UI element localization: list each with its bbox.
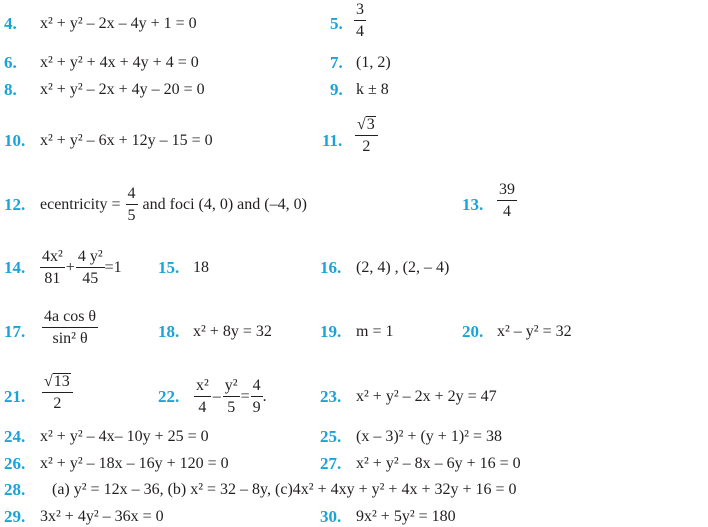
answer-number-24: 24. bbox=[4, 427, 26, 446]
answer-12-fraction: $\frac{4}{5}$ bbox=[127, 185, 136, 224]
answer-11-radicand: 3 bbox=[366, 116, 375, 133]
answer-number-7: 7. bbox=[330, 53, 343, 72]
answer-number-12: 12. bbox=[4, 195, 26, 214]
answer-number-4: 4. bbox=[4, 14, 17, 33]
answer-number-11: 11. bbox=[322, 131, 343, 150]
answer-11-denominator: 2 bbox=[362, 138, 371, 155]
answer-5-fraction bbox=[354, 2, 366, 40]
answer-20: x² – y² = 32 bbox=[497, 323, 572, 340]
answer-6: x² + y² + 4x + 4y + 4 = 0 bbox=[40, 54, 199, 71]
answer-number-26: 26. bbox=[4, 454, 26, 473]
answer-9: k ± 8 bbox=[356, 81, 389, 98]
answer-14-fraction-1: $\frac{\text{4x²}}{81}$ bbox=[42, 248, 63, 287]
answer-4: x² + y² – 2x – 4y + 1 = 0 bbox=[40, 15, 197, 32]
answer-22: $\frac{\text{x²}}{4}$ – $\frac{\text{y²}}{5}$ = $\frac{4}{9}$ . bbox=[196, 377, 267, 416]
answer-number-16: 16. bbox=[320, 258, 342, 277]
answer-number-14: 14. bbox=[4, 258, 26, 277]
answer-21-fraction: $\frac{√13}{2}$ bbox=[42, 373, 73, 412]
answer-29: 3x² + 4y² – 36x = 0 bbox=[40, 508, 164, 525]
answer-18: x² + 8y = 32 bbox=[193, 323, 272, 340]
answer-number-22: 22. bbox=[158, 387, 180, 406]
answer-17-fraction: $\frac{\text{4a cos θ}}{\text{sin² θ}}$ bbox=[44, 308, 97, 347]
answer-13-fraction: $\frac{39}{4}$ bbox=[499, 181, 515, 220]
answer-19: m = 1 bbox=[356, 323, 394, 340]
answer-12-suffix: and foci (4, 0) and (–4, 0) bbox=[142, 196, 307, 213]
answer-11-fraction bbox=[355, 116, 378, 155]
answer-10: x² + y² – 6x + 12y – 15 = 0 bbox=[40, 132, 213, 149]
answer-number-10: 10. bbox=[4, 131, 26, 150]
answer-14: $\frac{\text{4x²}}{81}$ + $\frac{\text{4 y²}}{45}$ =1 bbox=[42, 248, 122, 287]
answer-24: x² + y² – 4x– 10y + 25 = 0 bbox=[40, 428, 209, 445]
answer-25: (x – 3)² + (y + 1)² = 38 bbox=[356, 428, 502, 445]
answer-12-prefix: ecentricity = bbox=[40, 196, 121, 213]
answer-number-15: 15. bbox=[158, 258, 180, 277]
answer-number-20: 20. bbox=[462, 322, 484, 341]
answer-number-18: 18. bbox=[158, 322, 180, 341]
answer-26: x² + y² – 18x – 16y + 120 = 0 bbox=[40, 455, 229, 472]
answer-5-numerator: 3 bbox=[354, 2, 366, 21]
answer-30: 9x² + 5y² = 180 bbox=[356, 508, 456, 525]
sqrt-sign: √ bbox=[44, 373, 53, 390]
answer-5-denominator: 4 bbox=[356, 23, 364, 40]
answer-8: x² + y² – 2x + 4y – 20 = 0 bbox=[40, 81, 205, 98]
answer-14-fraction-2: $\frac{\text{4 y²}}{45}$ bbox=[77, 248, 103, 287]
answer-12 bbox=[40, 182, 307, 228]
answer-number-27: 27. bbox=[320, 454, 342, 473]
answer-15: 18 bbox=[193, 259, 209, 276]
answer-number-9: 9. bbox=[330, 80, 343, 99]
answer-number-28: 28. bbox=[4, 480, 26, 499]
answer-number-6: 6. bbox=[4, 53, 17, 72]
answer-number-17: 17. bbox=[4, 322, 26, 341]
answer-number-25: 25. bbox=[320, 427, 342, 446]
answer-23: x² + y² – 2x + 2y = 47 bbox=[356, 388, 497, 405]
answer-number-8: 8. bbox=[4, 80, 17, 99]
answer-number-29: 29. bbox=[4, 507, 26, 526]
answer-number-21: 21. bbox=[4, 387, 26, 406]
answer-28: (a) y² = 12x – 36, (b) x² = 32 – 8y, (c)4x² + 4xy + y² + 4x + 32y + 16 = 0 bbox=[52, 481, 517, 498]
answer-21-radicand: 13 bbox=[53, 373, 70, 390]
answer-number-13: 13. bbox=[462, 195, 484, 214]
sqrt-sign: √ bbox=[357, 116, 366, 133]
answer-number-5: 5. bbox=[330, 14, 343, 33]
answer-7: (1, 2) bbox=[356, 54, 391, 71]
answer-number-19: 19. bbox=[320, 322, 342, 341]
answer-27: x² + y² – 8x – 6y + 16 = 0 bbox=[356, 455, 521, 472]
answer-number-23: 23. bbox=[320, 387, 342, 406]
answer-16: (2, 4) , (2, – 4) bbox=[356, 259, 450, 276]
answer-number-30: 30. bbox=[320, 507, 342, 526]
